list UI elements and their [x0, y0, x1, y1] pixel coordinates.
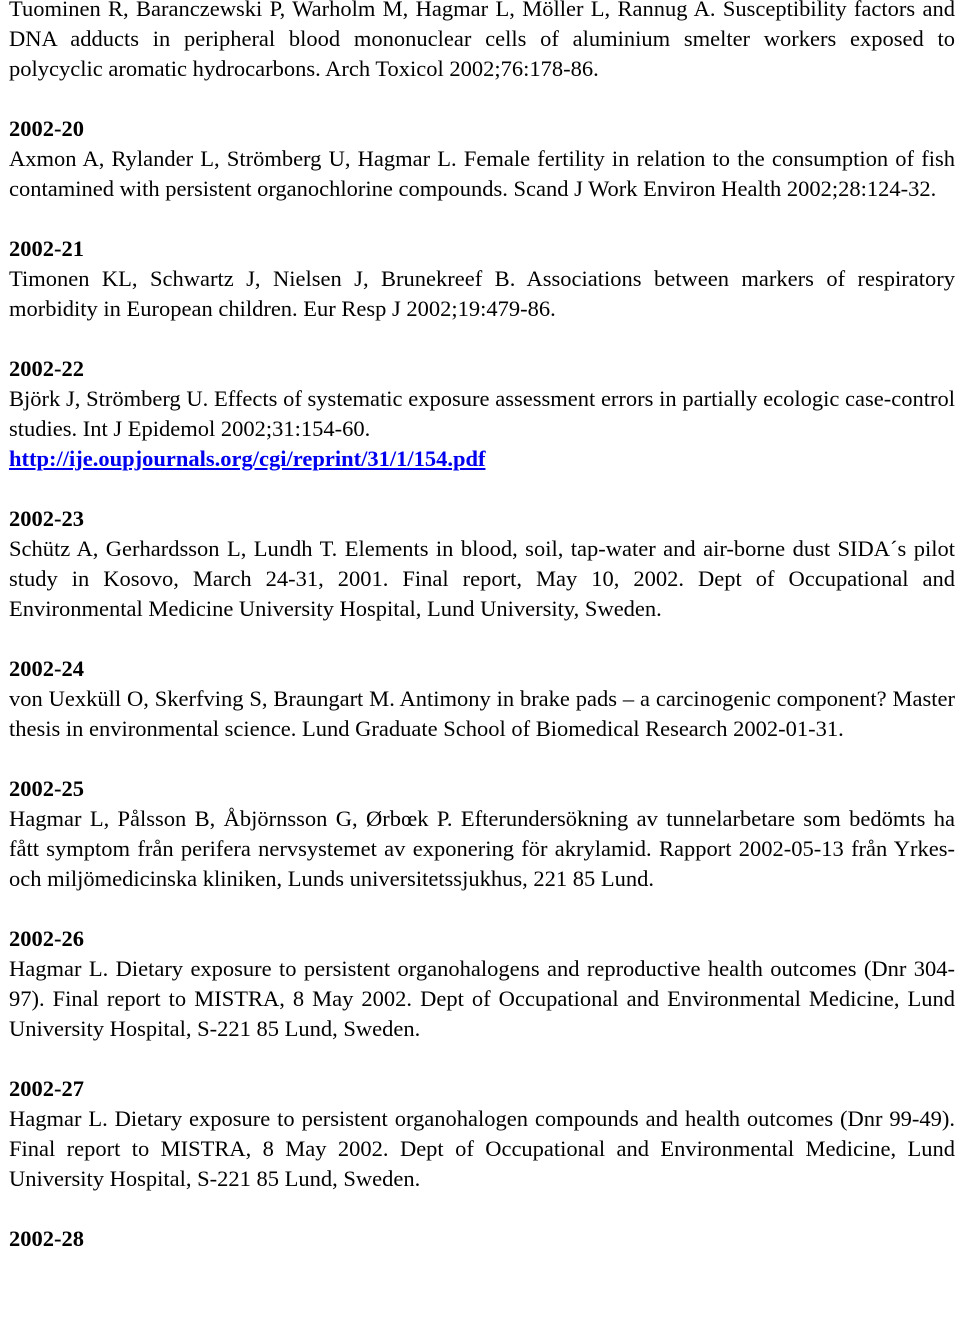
entry-number: 2002-26: [9, 926, 84, 951]
reprint-pdf-link[interactable]: http://ije.oupjournals.org/cgi/reprint/31/1/154.pdf: [9, 446, 486, 471]
entry-number: 2002-23: [9, 506, 84, 531]
entry-text: Hagmar L. Dietary exposure to persistent organohalogen compounds and health outcomes (Dnr 99-49). Final report to MISTRA, 8 May 2002. Dept of Occupational and Environmental Medicine, Lund University Hospital, S-221 85 Lund, Sweden.: [9, 1106, 955, 1191]
reference-entry-2002-22: [9, 354, 955, 474]
entry-text: von Uexküll O, Skerfving S, Braungart M. Antimony in brake pads – a carcinogenic component? Master thesis in environmental science. Lund Graduate School of Biomedical Research 2002-01-31.: [9, 686, 955, 741]
entry-text: Timonen KL, Schwartz J, Nielsen J, Brunekreef B. Associations between markers of respiratory morbidity in European children. Eur Resp J 2002;19:479-86.: [9, 266, 955, 321]
reference-entry-2002-26: [9, 924, 955, 1044]
reference-entry-2002-21: [9, 234, 955, 324]
reference-entry-2002-28: [9, 1224, 955, 1254]
reference-entry-2002-20: [9, 114, 955, 204]
entry-text: Hagmar L. Dietary exposure to persistent organohalogens and reproductive health outcomes (Dnr 304-97). Final report to MISTRA, 8 May 2002. Dept of Occupational and Environmental Medicine, Lund University Hospital, S-221 85 Lund, Sweden.: [9, 956, 955, 1041]
reference-entry-2002-25: [9, 774, 955, 894]
reference-entry-2002-24: [9, 654, 955, 744]
entry-number: 2002-21: [9, 236, 84, 261]
entry-number: 2002-25: [9, 776, 84, 801]
entry-text: Axmon A, Rylander L, Strömberg U, Hagmar L. Female fertility in relation to the consumption of fish contamined with persistent organochlorine compounds. Scand J Work Environ Health 2002;28:124-32.: [9, 146, 955, 201]
entry-text-body: Björk J, Strömberg U. Effects of systematic exposure assessment errors in partially ecologic case-control studies. Int J Epidemol 2002;31:154-60.: [9, 386, 955, 441]
entry-text: [9, 384, 955, 474]
entry-text: Hagmar L, Pålsson B, Åbjörnsson G, Ørbœk P. Efterundersökning av tunnelarbetare som bedömts ha fått symptom från perifera nervsystemet av exponering för akrylamid. Rapport 2002-05-13 från Yrkes- och miljömedicinska kliniken, Lunds universitetssjukhus, 221 85 Lund.: [9, 806, 955, 891]
entry-number: 2002-20: [9, 116, 84, 141]
entry-number: 2002-28: [9, 1226, 84, 1251]
entry-text: Schütz A, Gerhardsson L, Lundh T. Elements in blood, soil, tap-water and air-borne dust SIDA´s pilot study in Kosovo, March 24-31, 2001. Final report, May 10, 2002. Dept of Occupational and Environmental Medicine University Hospital, Lund University, Sweden.: [9, 536, 955, 621]
intro-reference: Tuominen R, Baranczewski P, Warholm M, Hagmar L, Möller L, Rannug A. Susceptibility factors and DNA adducts in peripheral blood mononuclear cells of aluminium smelter workers exposed to polycyclic aromatic hydrocarbons. Arch Toxicol 2002;76:178-86.: [9, 0, 955, 81]
reference-entry-2002-23: [9, 504, 955, 624]
document-page: [9, 0, 955, 1254]
entry-number: 2002-24: [9, 656, 84, 681]
entry-number: 2002-27: [9, 1076, 84, 1101]
reference-entry-2002-27: [9, 1074, 955, 1194]
entry-number: 2002-22: [9, 356, 84, 381]
